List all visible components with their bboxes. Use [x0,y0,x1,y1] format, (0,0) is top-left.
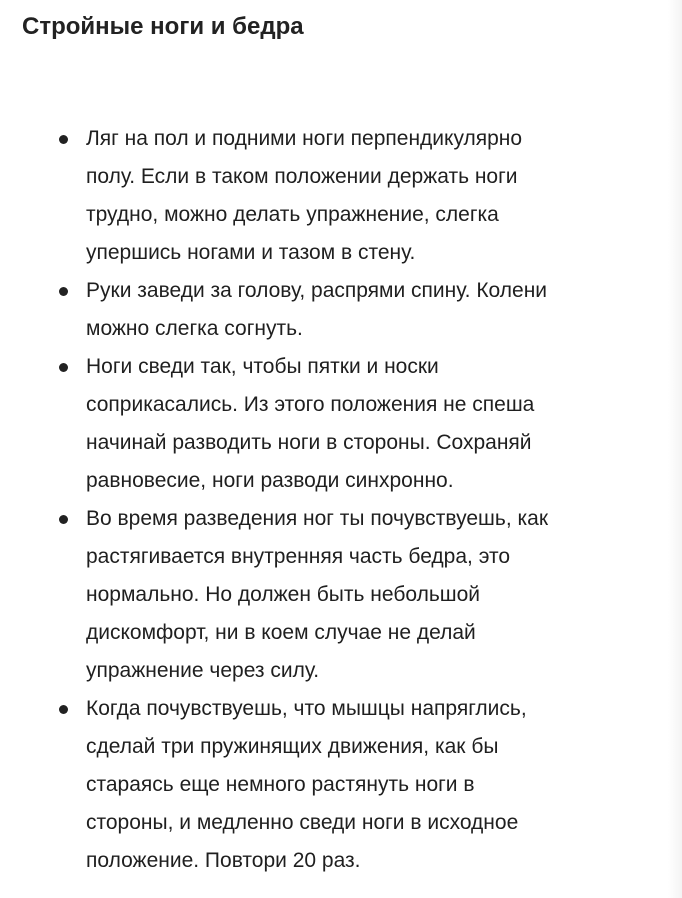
list-item-text-line: Руки заведи за голову, распрями спину. Колени [86,279,548,302]
page-edge-shadow [668,0,682,898]
list-item-text-line: сделай три пружинящих движения, как бы [86,735,499,758]
list-item-text-line: положение. Повтори 20 раз. [86,849,361,872]
list-item-text-line: упершись ногами и тазом в стену. [86,241,416,264]
list-item-text-line: стараясь еще немного растянуть ноги в [86,773,475,796]
list-item-text-line: полу. Если в таком положении держать ноги [86,165,518,188]
list-item-text-line: можно слегка согнуть. [86,317,303,340]
list-item-text-line: Во время разведения ног ты почувствуешь, как [86,507,549,530]
list-item-text-line: растягивается внутренняя часть бедра, это [86,545,511,568]
list-item-text-line: упражнение через силу. [86,659,320,682]
list-item-text-line: Когда почувствуешь, что мышцы напряглись, [86,697,527,720]
list-item-text-line: соприкасались. Из этого положения не спеша [86,393,535,416]
list-item-text-line: нормально. Но должен быть небольшой [86,583,481,606]
list-item-text-line: равновесие, ноги разводи синхронно. [86,469,454,492]
exercise-steps-list [0,120,548,880]
list-item-text-line: стороны, и медленно сведи ноги в исходное [86,811,519,834]
list-item [0,348,548,500]
list-item-text-line: трудно, можно делать упражнение, слегка [86,203,499,226]
list-item [0,500,548,690]
list-item [0,690,548,880]
list-item [0,120,548,272]
list-item [0,272,548,348]
list-item-text-line: Ноги сведи так, чтобы пятки и носки [86,355,439,378]
list-item-text-line: Ляг на пол и подними ноги перпендикулярно [86,127,523,150]
list-item-text-line: начинай разводить ноги в стороны. Сохраняй [86,431,532,454]
article-heading: Стройные ноги и бедра [22,13,304,40]
list-item-text-line: дискомфорт, ни в коем случае не делай [86,621,476,644]
